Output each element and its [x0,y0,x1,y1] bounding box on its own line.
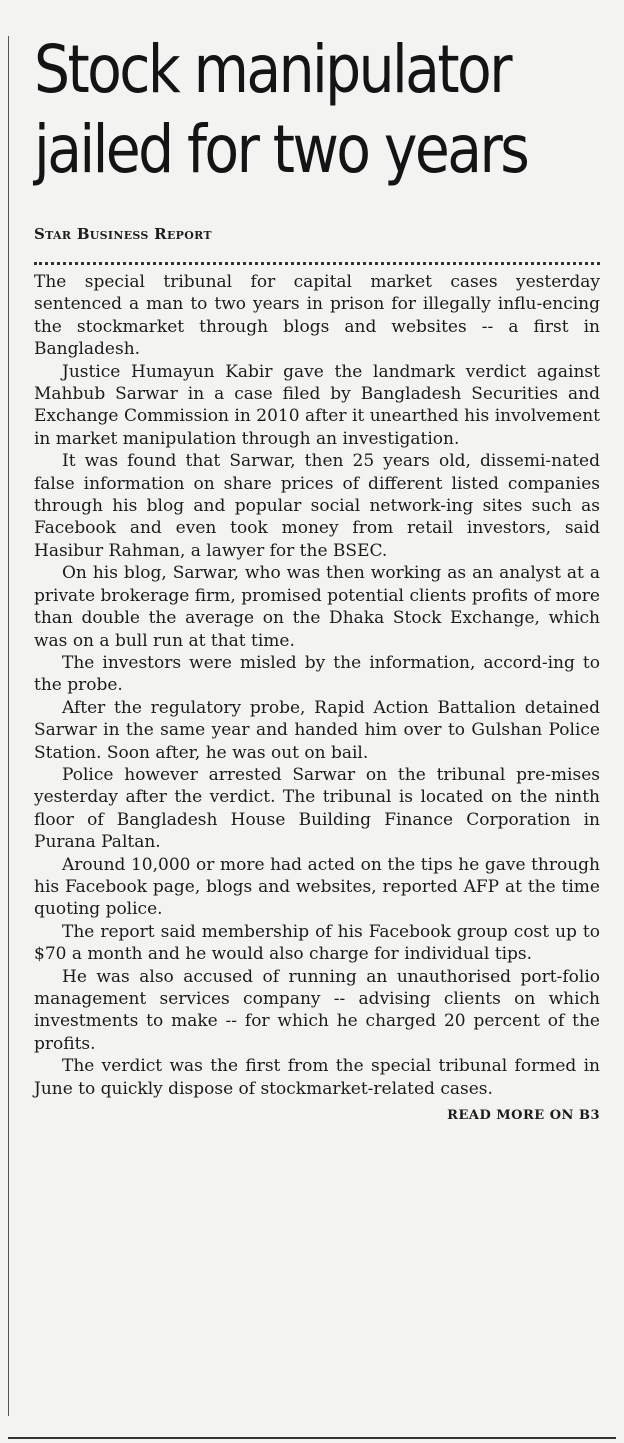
column-rule-left [8,36,9,1416]
article-body [34,271,600,1100]
headline [34,30,528,190]
paragraph-6: After the regulatory probe, Rapid Action Battalion detained Sarwar in the same year and handed him over to Gulshan Police Station. Soon after, he was out on bail. [34,697,600,763]
byline: Star Business Report [34,225,212,243]
paragraph-3: It was found that Sarwar, then 25 years old, dissemi-nated false information on share prices of different listed companies through his blog and popular social network-ing sites such as Facebook and even took money from retail investors, said Hasibur Rahman, a lawyer for the BSEC. [34,451,600,561]
paragraph-11: The verdict was the first from the special tribunal formed in June to quickly dispose of stockmarket-related cases. [34,1056,600,1099]
paragraph-8: Around 10,000 or more had acted on the tips he gave through his Facebook page, blogs and websites, reported AFP at the time quoting police. [34,854,600,920]
paragraph-2: Justice Humayun Kabir gave the landmark verdict against Mahbub Sarwar in a case filed by Bangladesh Securities and Exchange Commission in 2010 after it unearthed his involvement in market manipulation through an investigation. [34,361,600,449]
paragraph-9: The report said membership of his Facebook group cost up to $70 a month and he would also charge for individual tips. [34,921,600,965]
paragraph-4: On his blog, Sarwar, who was then working as an analyst at a private brokerage firm, promised potential clients profits of more than double the average on the Dhaka Stock Exchange, which was on a bull run at that time. [34,563,600,651]
headline-line-1: Stock manipulator [34,31,510,108]
headline-line-2: jailed for two years [34,111,528,188]
paragraph-10: He was also accused of running an unauthorised port-folio management services company -- advising clients on which investments to make -- for which he charged 20 percent of the profits. [34,966,600,1054]
paragraph-5: The investors were misled by the information, accord-ing to the probe. [34,652,600,696]
paragraph-1: The special tribunal for capital market cases yesterday sentenced a man to two years in prison for illegally influ-encing the stockmarket through blogs and websites -- a first in Bangladesh. [34,272,600,360]
article [34,30,600,1123]
bottom-rule [8,1437,616,1439]
paragraph-7: Police however arrested Sarwar on the tribunal pre-mises yesterday after the verdict. The tribunal is located on the ninth floor of Bangladesh House Building Finance Corporation in Purana Paltan. [34,764,600,853]
read-more-link[interactable]: READ MORE ON B3 [447,1108,600,1124]
dotted-divider [34,262,600,265]
